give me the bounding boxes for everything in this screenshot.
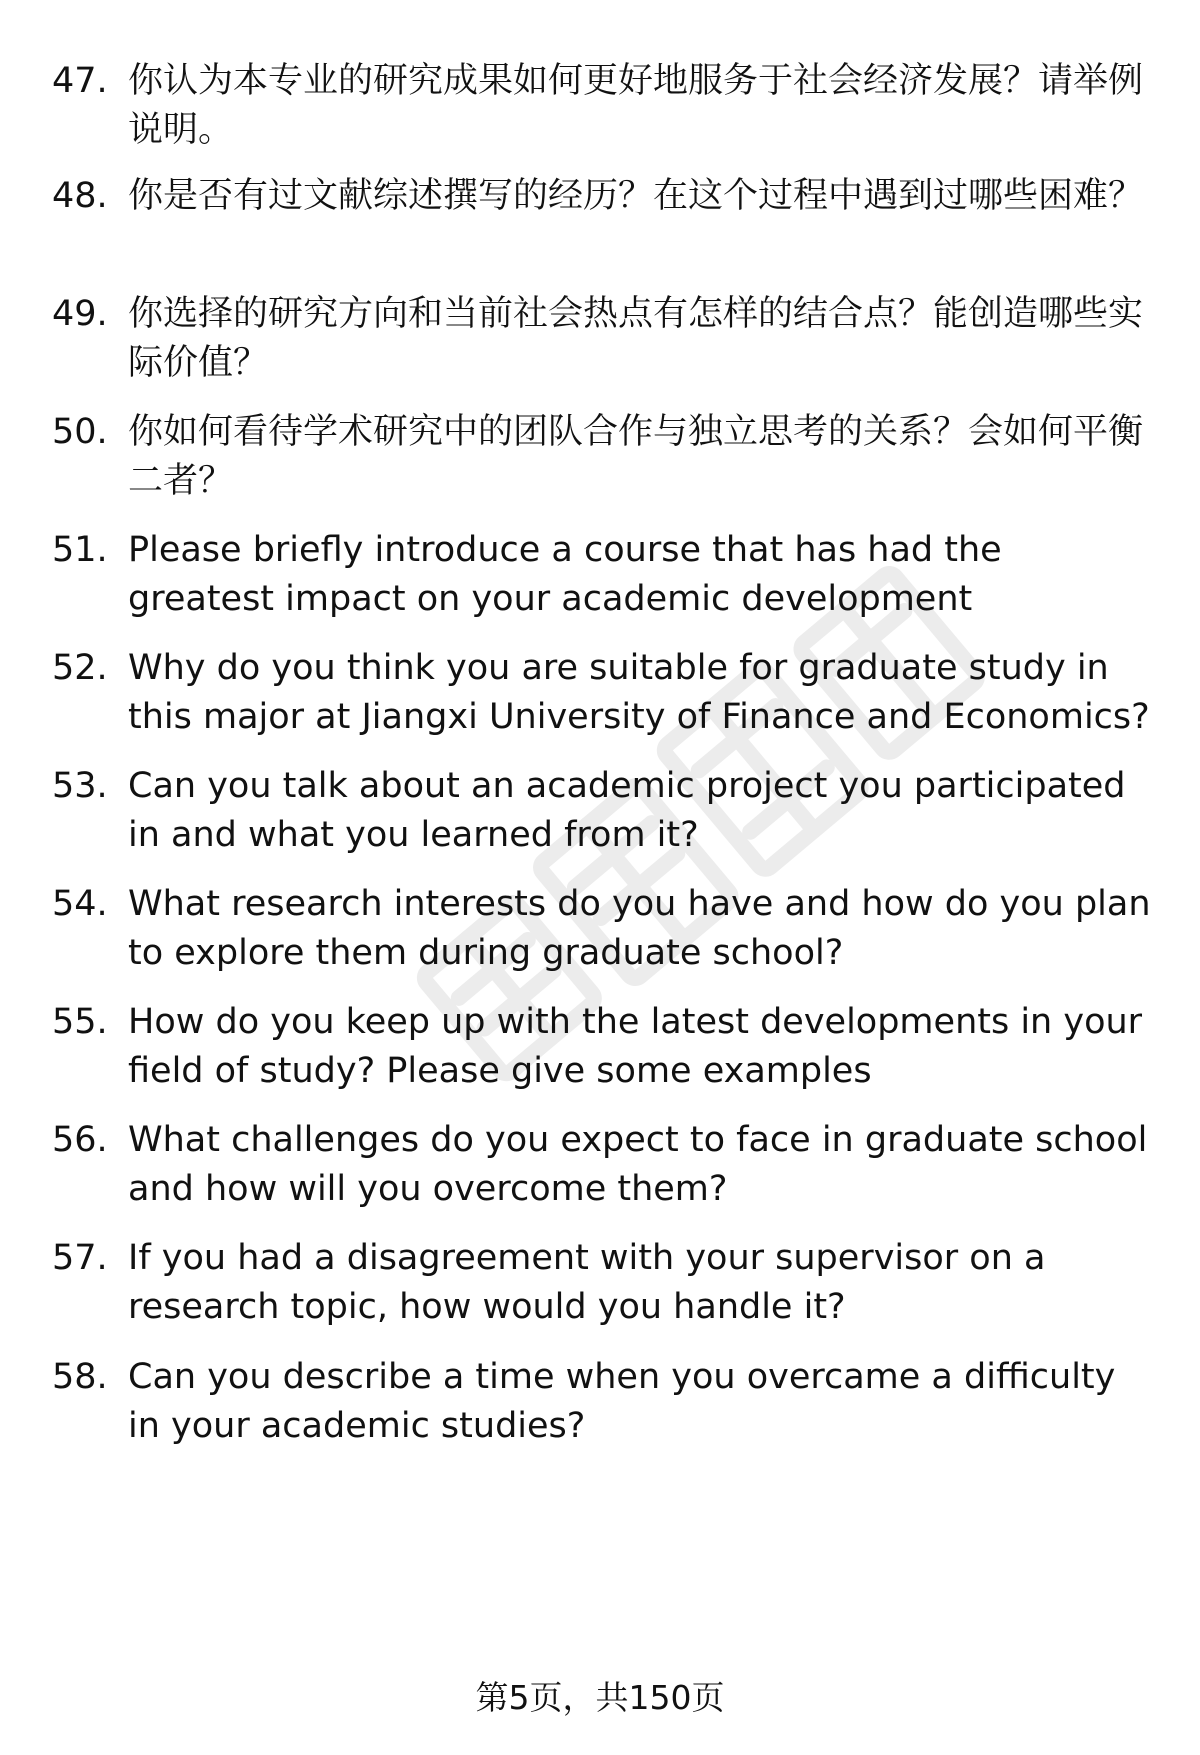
question-item-48 <box>52 172 1152 221</box>
question-number: 51. <box>52 530 108 570</box>
question-item-51 <box>52 526 1152 624</box>
question-text: 你选择的研究方向和当前社会热点有怎样的结合点？能创造哪些实际价值？ <box>128 294 1144 383</box>
question-number: 52. <box>52 648 108 688</box>
question-item-53 <box>52 762 1152 860</box>
question-text: Please briefly introduce a course that has had the greatest impact on your academic development <box>128 530 1002 619</box>
question-number: 53. <box>52 766 108 806</box>
question-text: What research interests do you have and how do you plan to explore them during graduate school? <box>128 884 1151 973</box>
question-number: 58. <box>52 1357 108 1397</box>
question-number: 55. <box>52 1002 108 1042</box>
question-text: 你如何看待学术研究中的团队合作与独立思考的关系？会如何平衡二者？ <box>128 412 1144 501</box>
question-item-49 <box>52 290 1152 388</box>
question-item-57 <box>52 1234 1152 1332</box>
question-number: 56. <box>52 1120 108 1160</box>
page-footer: 第5页，共150页 <box>475 1678 725 1717</box>
question-number: 54. <box>52 884 108 924</box>
question-text: How do you keep up with the latest developments in your field of study? Please give some examples <box>128 1002 1143 1091</box>
question-text: 你认为本专业的研究成果如何更好地服务于社会经济发展？请举例说明。 <box>128 61 1144 150</box>
question-number: 47. <box>52 61 108 101</box>
question-number: 50. <box>52 412 108 452</box>
question-item-50 <box>52 408 1152 506</box>
question-item-55 <box>52 998 1152 1096</box>
question-text: 你是否有过文献综述撰写的经历？在这个过程中遇到过哪些困难？ <box>128 176 1144 216</box>
question-item-58 <box>52 1353 1152 1451</box>
question-text: What challenges do you expect to face in graduate school and how will you overcome them? <box>128 1120 1148 1209</box>
question-number: 57. <box>52 1238 108 1278</box>
question-item-47 <box>52 57 1152 155</box>
question-item-54 <box>52 880 1152 978</box>
question-text: Why do you think you are suitable for graduate study in this major at Jiangxi University of Finance and Economics? <box>128 648 1150 737</box>
question-number: 49. <box>52 294 108 334</box>
question-item-56 <box>52 1116 1152 1214</box>
question-text: Can you describe a time when you overcame a difficulty in your academic studies? <box>128 1357 1116 1446</box>
question-text: Can you talk about an academic project you participated in and what you learned from it? <box>128 766 1126 855</box>
question-number: 48. <box>52 176 108 216</box>
question-item-52 <box>52 644 1152 742</box>
question-text: If you had a disagreement with your supervisor on a research topic, how would you handle it? <box>128 1238 1046 1327</box>
